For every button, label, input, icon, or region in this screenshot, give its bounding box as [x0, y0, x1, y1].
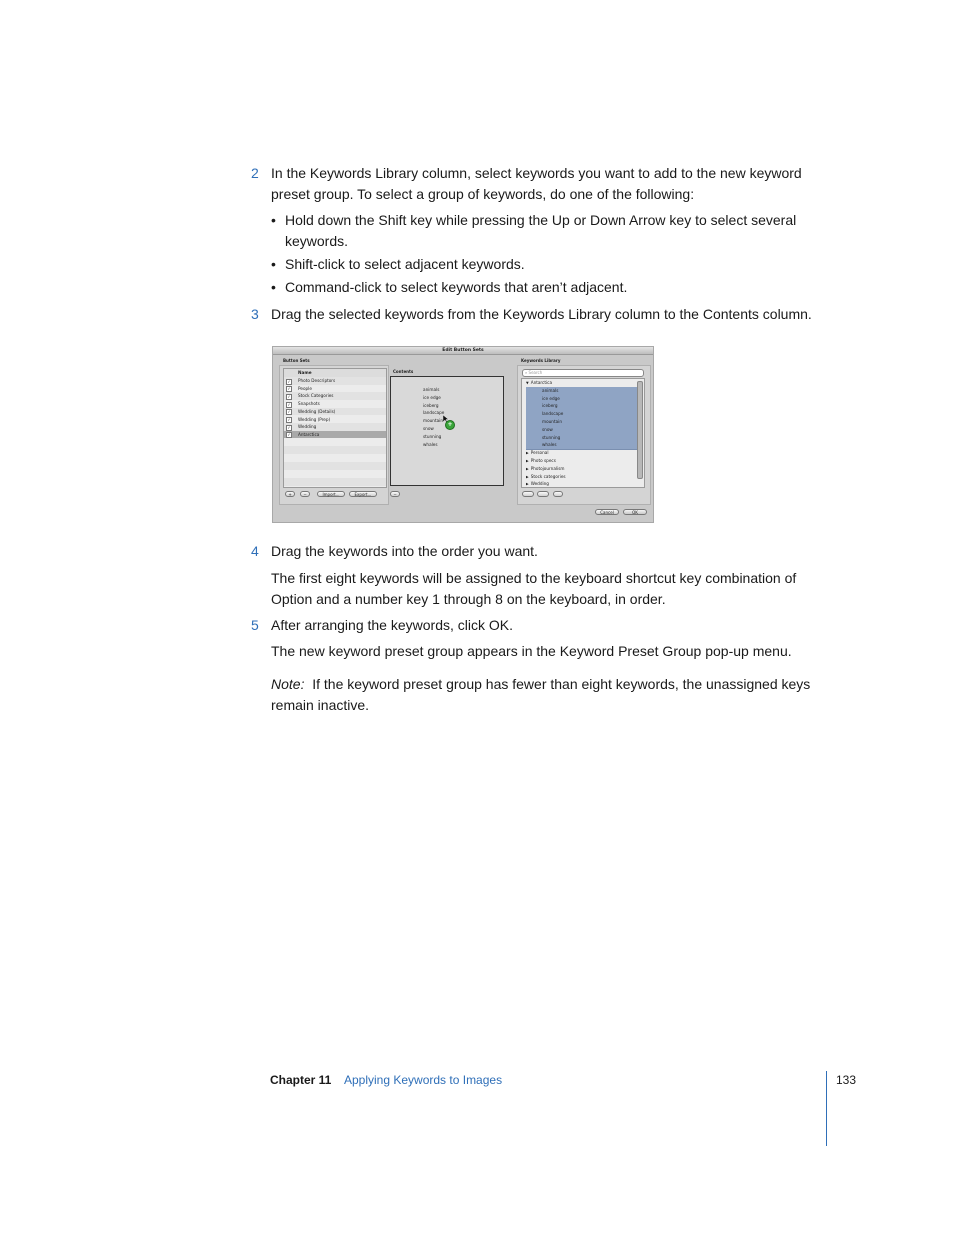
remove-set-button[interactable]: −	[300, 491, 310, 497]
step-number: 2	[251, 165, 259, 181]
note	[271, 674, 831, 715]
bullet-dot: •	[271, 279, 276, 295]
disclosure-triangle-icon[interactable]: ▶	[526, 474, 529, 479]
checkbox[interactable]: ✓	[287, 409, 291, 415]
export-button[interactable]: Export...	[349, 491, 377, 497]
note-text: If the keyword preset group has fewer than eight keywords, the unassigned keys remain inactive.	[271, 676, 811, 713]
footer-divider	[826, 1071, 827, 1146]
list-item[interactable]: ✓ Wedding	[284, 423, 386, 431]
bullet-dot: •	[271, 256, 276, 272]
library-keyword-selected[interactable]: iceberg	[526, 402, 638, 411]
list-item-selected[interactable]: ✓ Antarctica	[284, 431, 386, 439]
library-group[interactable]: ▶ Stock categories	[526, 473, 566, 479]
page-number: 133	[836, 1073, 857, 1087]
empty-row	[284, 462, 386, 470]
library-keyword-selected[interactable]: ice edge	[526, 395, 638, 404]
checkbox[interactable]: ✓	[287, 401, 291, 407]
list-item[interactable]: ✓ Stock Categories	[284, 392, 386, 400]
content-keyword: snow	[423, 426, 434, 431]
step-number: 4	[251, 543, 259, 559]
list-item[interactable]: ✓ Wedding (Details)	[284, 408, 386, 416]
bullet-dot: •	[271, 212, 276, 228]
empty-row	[284, 446, 386, 454]
button-sets-list	[283, 368, 387, 488]
content-keyword: ice edge	[423, 394, 441, 400]
list-item[interactable]: ✓ Wedding (Prep)	[287, 416, 331, 423]
keywords-library-label: Keywords Library	[521, 358, 561, 363]
library-group[interactable]: ▶ Personal	[526, 450, 549, 456]
button-sets-label: Button Sets	[283, 358, 310, 363]
library-remove-button[interactable]	[537, 491, 549, 497]
library-keyword-selected[interactable]: landscape	[526, 410, 638, 419]
step-text: Drag the keywords into the order you want.	[271, 543, 538, 559]
disclosure-triangle-icon[interactable]: ▶	[526, 459, 529, 463]
bullet-text: Shift-click to select adjacent keywords.	[285, 256, 525, 272]
gear-icon[interactable]	[553, 491, 563, 497]
step-text: In the Keywords Library column, select keywords you want to add to the new keyword preset group. To select a group of keywords, do one of the following:	[271, 165, 802, 202]
keywords-library-list	[521, 378, 645, 488]
library-scrollbar[interactable]	[637, 381, 643, 479]
library-group[interactable]: ▶ Wedding	[526, 481, 549, 487]
disclosure-triangle-icon[interactable]: ▶	[526, 482, 529, 487]
disclosure-triangle-icon[interactable]: ▶	[526, 451, 529, 456]
bullet-text: Hold down the Shift key while pressing the Up or Down Arrow key to select several keywords.	[285, 212, 797, 249]
checkbox[interactable]: ✓	[287, 424, 291, 430]
checkbox[interactable]: ✓	[287, 386, 291, 392]
disclosure-triangle-icon[interactable]: ▶	[526, 466, 529, 471]
drag-add-badge-icon: +	[445, 420, 455, 430]
checkbox[interactable]: ✓	[287, 378, 291, 384]
window-title: Edit Button Sets	[273, 347, 653, 355]
ok-button[interactable]: OK	[623, 509, 647, 515]
library-group[interactable]: ▶ Photojournalism	[526, 465, 565, 471]
chapter-title: Applying Keywords to Images	[344, 1073, 503, 1087]
library-keyword-selected[interactable]: whales	[526, 441, 638, 450]
list-item[interactable]: ✓ Photo Descriptors	[284, 377, 386, 385]
library-keyword-selected[interactable]: animals	[526, 387, 638, 396]
content-keyword: landscape	[423, 410, 445, 416]
import-button[interactable]: Import...	[317, 491, 345, 497]
search-field[interactable]: ⌕ Search	[522, 369, 644, 377]
contents-drop-area[interactable]	[390, 376, 504, 486]
content-keyword: whales	[423, 441, 438, 447]
add-set-button[interactable]: +	[285, 491, 295, 497]
step-number: 3	[251, 306, 259, 322]
bullet-text: Command-click to select keywords that aren’t adjacent.	[285, 279, 628, 295]
library-keyword-selected[interactable]: snow	[526, 426, 638, 435]
cancel-button[interactable]: Cancel	[595, 509, 619, 515]
edit-button-sets-screenshot	[272, 346, 654, 523]
contents-label: Contents	[393, 369, 414, 374]
contents-remove-button[interactable]: −	[390, 491, 400, 497]
library-keyword-selected[interactable]: mountain	[526, 418, 638, 427]
checkbox[interactable]: ✓	[287, 393, 291, 399]
list-item[interactable]: ✓ People	[287, 385, 312, 392]
paragraph: The first eight keywords will be assigned to the keyboard shortcut key combination of Option and a number key 1 through 8 on the keyboard, in order.	[271, 570, 797, 607]
empty-row	[284, 478, 386, 486]
list-item[interactable]: ✓ Snapshots	[287, 401, 320, 407]
library-group-expanded[interactable]: ▼ Antarctica	[526, 380, 553, 385]
note-label: Note:	[271, 676, 305, 692]
library-keyword-selected[interactable]: stunning	[526, 434, 638, 443]
content-keyword: animals	[423, 387, 440, 392]
step-text: Drag the selected keywords from the Keywords Library column to the Contents column.	[271, 306, 812, 322]
chapter-label: Chapter 11	[270, 1073, 332, 1087]
checkbox[interactable]: ✓	[287, 432, 291, 438]
step-number: 5	[251, 617, 259, 633]
content-keyword: iceberg	[423, 402, 439, 408]
checkbox[interactable]: ✓	[287, 417, 291, 423]
search-icon: ⌕	[525, 370, 528, 375]
library-group[interactable]: ▶ Photo specs	[526, 458, 556, 463]
library-add-button[interactable]	[522, 491, 534, 497]
name-column-header: Name	[284, 369, 386, 377]
step-text: After arranging the keywords, click OK.	[271, 617, 513, 633]
paragraph: The new keyword preset group appears in the Keyword Preset Group pop-up menu.	[271, 643, 792, 659]
content-keyword: stunning	[423, 433, 442, 439]
disclosure-triangle-icon[interactable]: ▼	[526, 381, 529, 385]
content-keyword: mountain	[423, 418, 443, 424]
